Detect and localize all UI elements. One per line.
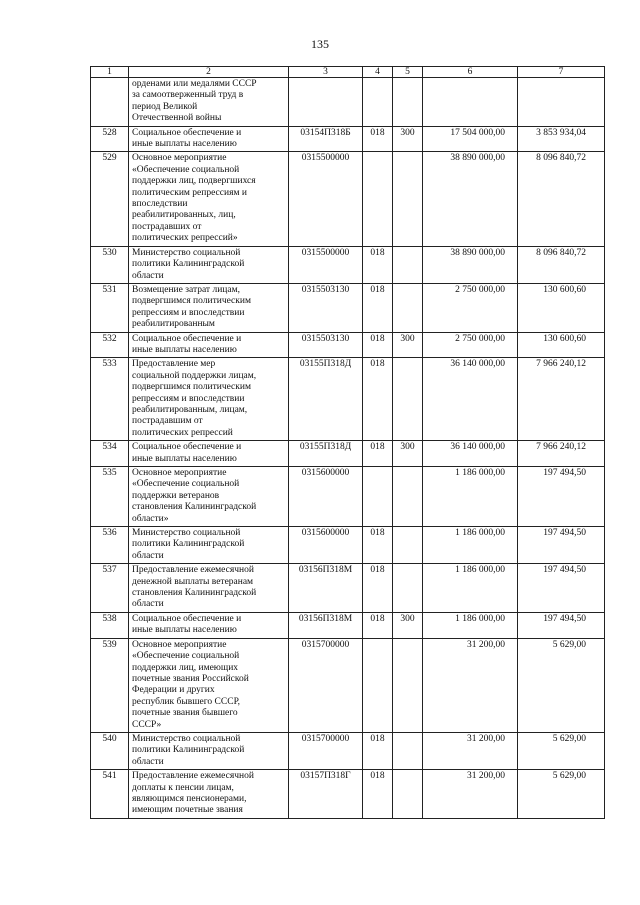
row-col4: 018 [363, 283, 393, 332]
table-row [91, 638, 605, 732]
row-code: 0315503130 [289, 283, 363, 332]
row-sum-plan: 38 890 000,00 [423, 152, 518, 246]
row-name: Министерство социальной политики Калининградской области [129, 527, 289, 564]
row-code: 0315500000 [289, 152, 363, 246]
row-code [289, 78, 363, 127]
row-name: Социальное обеспечение и иные выплаты населению [129, 126, 289, 152]
row-code: 03156П318М [289, 612, 363, 638]
row-sum-plan: 2 750 000,00 [423, 283, 518, 332]
row-code: 03155П318Д [289, 441, 363, 467]
row-number: 533 [91, 358, 129, 441]
row-col5 [393, 770, 423, 819]
row-col5: 300 [393, 332, 423, 358]
row-sum-plan: 38 890 000,00 [423, 246, 518, 283]
row-name: орденами или медалями СССР за самоотверженный труд в период Великой Отечественной войны [129, 78, 289, 127]
table-row [91, 78, 605, 127]
row-sum-plan: 1 186 000,00 [423, 612, 518, 638]
row-col5 [393, 527, 423, 564]
row-code: 03156П318М [289, 564, 363, 613]
row-sum-plan: 17 504 000,00 [423, 126, 518, 152]
row-name: Возмещение затрат лицам, подвергшимся политическим репрессиям и впоследствии реабилитированным [129, 283, 289, 332]
row-number: 535 [91, 467, 129, 527]
row-number: 534 [91, 441, 129, 467]
row-sum-exec: 5 629,00 [518, 638, 605, 732]
row-col5: 300 [393, 126, 423, 152]
row-col5 [393, 467, 423, 527]
row-col5 [393, 283, 423, 332]
table-row [91, 467, 605, 527]
table-row [91, 246, 605, 283]
row-number: 529 [91, 152, 129, 246]
row-sum-plan: 31 200,00 [423, 638, 518, 732]
row-name: Основное мероприятие «Обеспечение социальной поддержки ветеранов становления Калининградской области» [129, 467, 289, 527]
table-header-row [91, 67, 605, 78]
row-sum-exec: 7 966 240,12 [518, 441, 605, 467]
table-row [91, 358, 605, 441]
row-number: 540 [91, 732, 129, 769]
row-name: Социальное обеспечение и иные выплаты населению [129, 612, 289, 638]
row-sum-plan: 31 200,00 [423, 770, 518, 819]
column-header: 2 [129, 67, 289, 78]
row-code: 0315600000 [289, 527, 363, 564]
row-name: Министерство социальной политики Калининградской области [129, 732, 289, 769]
row-code: 0315503130 [289, 332, 363, 358]
row-col4 [363, 152, 393, 246]
row-col4: 018 [363, 612, 393, 638]
column-header: 6 [423, 67, 518, 78]
budget-table [90, 66, 605, 819]
row-sum-exec: 3 853 934,04 [518, 126, 605, 152]
row-name: Предоставление ежемесячной доплаты к пенсии лицам, являющимся пенсионерами, имеющим почетные звания [129, 770, 289, 819]
table-row [91, 612, 605, 638]
row-name: Основное мероприятие «Обеспечение социальной поддержки лиц, имеющих почетные звания Российской Федерации и других республик бывшего СССР, почетные звания бывшего СССР» [129, 638, 289, 732]
table-row [91, 126, 605, 152]
row-col5 [393, 564, 423, 613]
row-sum-exec [518, 78, 605, 127]
row-col4: 018 [363, 358, 393, 441]
row-number: 536 [91, 527, 129, 564]
table-row [91, 441, 605, 467]
row-sum-exec: 7 966 240,12 [518, 358, 605, 441]
table-row [91, 152, 605, 246]
row-sum-exec: 197 494,50 [518, 564, 605, 613]
row-col5 [393, 246, 423, 283]
row-number: 531 [91, 283, 129, 332]
table-row [91, 564, 605, 613]
row-col4: 018 [363, 246, 393, 283]
row-col4: 018 [363, 770, 393, 819]
row-sum-exec: 5 629,00 [518, 770, 605, 819]
row-sum-exec: 197 494,50 [518, 612, 605, 638]
table-row [91, 527, 605, 564]
row-col5 [393, 638, 423, 732]
row-col5: 300 [393, 441, 423, 467]
row-number: 532 [91, 332, 129, 358]
row-number: 530 [91, 246, 129, 283]
row-code: 03154П318Б [289, 126, 363, 152]
row-col4: 018 [363, 441, 393, 467]
row-name: Социальное обеспечение и иные выплаты населению [129, 441, 289, 467]
row-number: 539 [91, 638, 129, 732]
row-col4: 018 [363, 732, 393, 769]
table-row [91, 770, 605, 819]
row-col4: 018 [363, 527, 393, 564]
row-number [91, 78, 129, 127]
row-sum-plan: 1 186 000,00 [423, 564, 518, 613]
table-row [91, 732, 605, 769]
row-col5 [393, 152, 423, 246]
row-code: 03155П318Д [289, 358, 363, 441]
row-sum-plan: 1 186 000,00 [423, 527, 518, 564]
column-header: 4 [363, 67, 393, 78]
row-name: Социальное обеспечение и иные выплаты населению [129, 332, 289, 358]
column-header: 7 [518, 67, 605, 78]
row-col5 [393, 358, 423, 441]
row-number: 538 [91, 612, 129, 638]
row-sum-exec: 197 494,50 [518, 467, 605, 527]
row-sum-exec: 197 494,50 [518, 527, 605, 564]
row-col4 [363, 467, 393, 527]
row-number: 528 [91, 126, 129, 152]
row-sum-exec: 8 096 840,72 [518, 152, 605, 246]
row-col5 [393, 78, 423, 127]
row-sum-exec: 8 096 840,72 [518, 246, 605, 283]
row-name: Предоставление мер социальной поддержки лицам, подвергшимся политическим репрессиям и впоследствии реабилитированным, лицам, пострадавшим от политических репрессий [129, 358, 289, 441]
row-name: Министерство социальной политики Калининградской области [129, 246, 289, 283]
row-sum-exec: 130 600,60 [518, 283, 605, 332]
column-header: 3 [289, 67, 363, 78]
page-number: 135 [311, 37, 329, 51]
row-col5 [393, 732, 423, 769]
row-name: Предоставление ежемесячной денежной выплаты ветеранам становления Калининградской области [129, 564, 289, 613]
row-col5: 300 [393, 612, 423, 638]
row-col4: 018 [363, 126, 393, 152]
row-col4: 018 [363, 332, 393, 358]
table-row [91, 332, 605, 358]
row-col4 [363, 638, 393, 732]
row-sum-plan: 36 140 000,00 [423, 441, 518, 467]
row-sum-plan: 36 140 000,00 [423, 358, 518, 441]
column-header: 1 [91, 67, 129, 78]
row-code: 03157П318Г [289, 770, 363, 819]
row-name: Основное мероприятие «Обеспечение социальной поддержки лиц, подвергшихся политическим репрессиям и впоследствии реабилитированных, лиц, пострадавших от политических репрессий» [129, 152, 289, 246]
row-sum-plan: 2 750 000,00 [423, 332, 518, 358]
row-code: 0315600000 [289, 467, 363, 527]
row-sum-plan: 31 200,00 [423, 732, 518, 769]
row-code: 0315700000 [289, 732, 363, 769]
row-code: 0315700000 [289, 638, 363, 732]
row-number: 537 [91, 564, 129, 613]
row-col4 [363, 78, 393, 127]
row-sum-exec: 130 600,60 [518, 332, 605, 358]
row-sum-plan [423, 78, 518, 127]
row-code: 0315500000 [289, 246, 363, 283]
row-col4: 018 [363, 564, 393, 613]
row-sum-plan: 1 186 000,00 [423, 467, 518, 527]
column-header: 5 [393, 67, 423, 78]
row-number: 541 [91, 770, 129, 819]
table-row [91, 283, 605, 332]
row-sum-exec: 5 629,00 [518, 732, 605, 769]
